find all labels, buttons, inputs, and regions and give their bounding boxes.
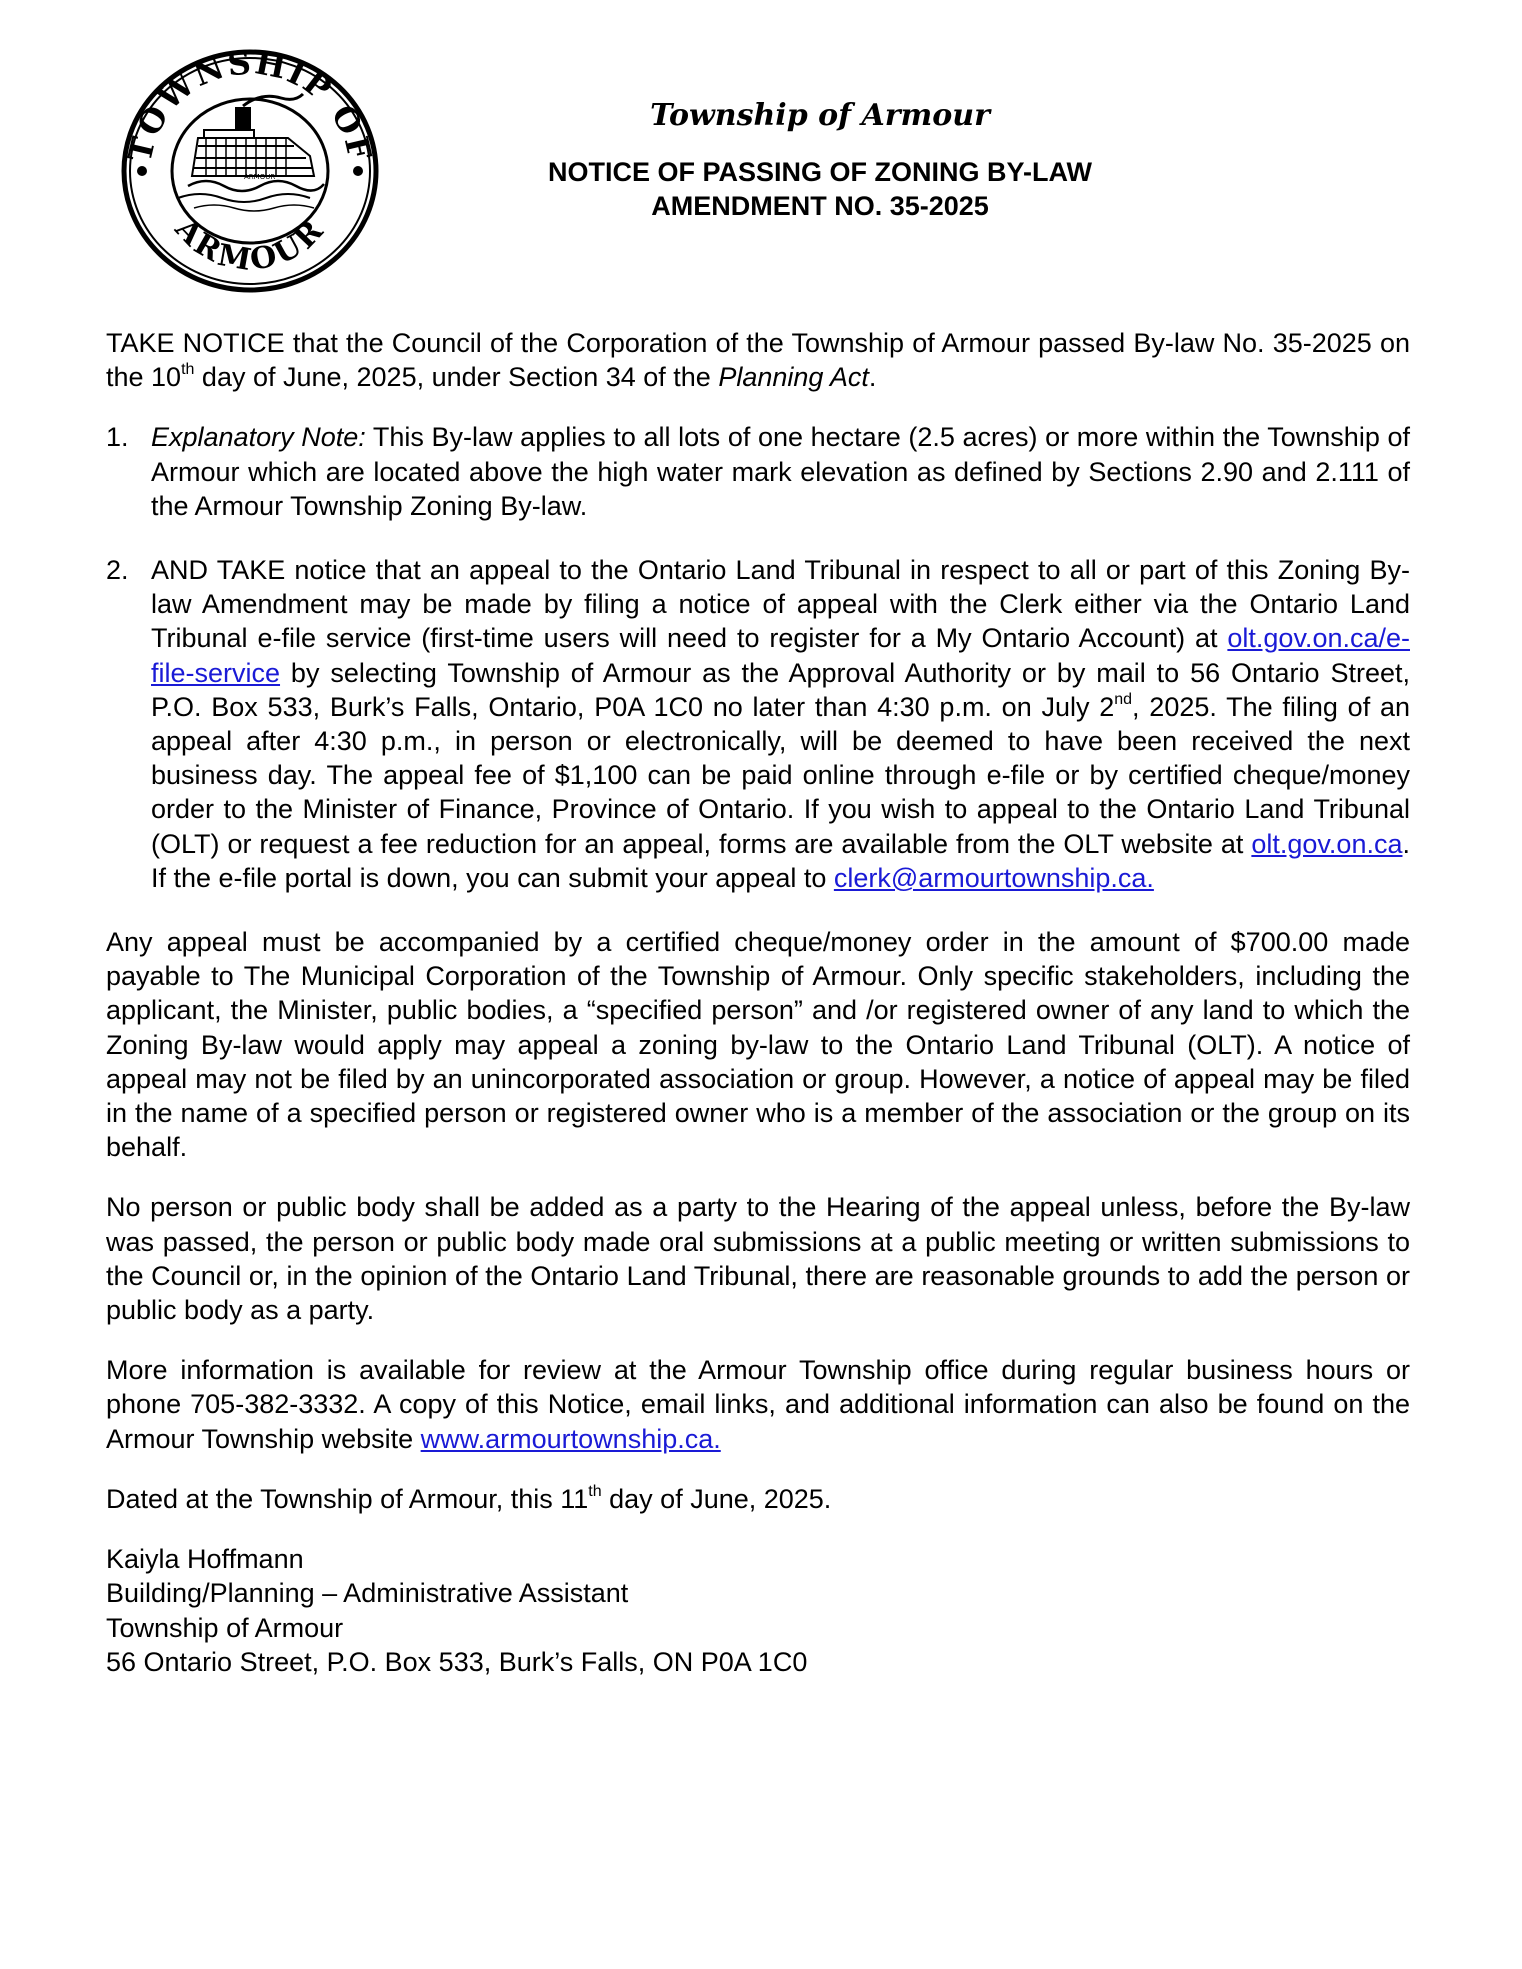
dated-line: Dated at the Township of Armour, this 11th day of June, 2025. <box>106 1482 832 1514</box>
list-number: 1. <box>106 422 129 453</box>
notice-title-line1: NOTICE OF PASSING OF ZONING BY-LAW <box>547 157 1092 187</box>
notice-title-line2: AMENDMENT NO. 35-2025 <box>651 191 989 221</box>
appeal-fee-paragraph: Any appeal must be accompanied by a certified cheque/money order in the amount of $700.00 made payable to The Municipal Corporation of the Township of Armour. Only specific stakeholders, including the applicant, the Minister, public bodies, a “specified person” and /or registered owner of any land to which the Zoning By-law would apply may appeal a zoning by-law to the Ontario Land Tribunal (OLT). A notice of appeal may not be filed by an unincorporated association or group. However, a notice of appeal may be filed in the name of a specified person or registered owner who is a member of the association or the group on its behalf. <box>106 927 1410 1163</box>
intro-paragraph: TAKE NOTICE that the Council of the Corporation of the Township of Armour passed By-law No. 35-2025 on the 10th day of June, 2025, under Section 34 of the Planning Act. <box>106 328 1410 393</box>
township-title: Township of Armour <box>650 98 990 133</box>
notice-header <box>480 98 1160 223</box>
list-item-appeal: 2. AND TAKE notice that an appeal to the Ontario Land Tribunal in respect to all or part of this Zoning By-law Amendment may be made by filing a notice of appeal with the Clerk either via the Ontario Land Tribunal e-file service (first-time users will need to register for a My Ontario Account) at olt.gov.on.ca/e-file-service by selecting Township of Armour as the Approval Authority or by mail to 56 Ontario Street, P.O. Box 533, Burk’s Falls, Ontario, P0A 1C0 no later than 4:30 p.m. on July 2nd, 2025. The filing of an appeal after 4:30 p.m., in person or electronically, will be deemed to have been received the next business day. The appeal fee of $1,100 can be paid online through e-file or by certified cheque/money order to the Minister of Finance, Province of Ontario. If you wish to appeal to the Ontario Land Tribunal (OLT) or request a fee reduction for an appeal, forms are available from the OLT website at olt.gov.on.ca. If the e-file portal is down, you can submit your appeal to clerk@armourtownship.ca. <box>106 555 1410 893</box>
steamboat-icon <box>178 94 324 211</box>
explanatory-note-label: Explanatory Note: <box>151 422 366 453</box>
list-number: 2. <box>106 555 129 586</box>
svg-text:ARMOUR <box>167 211 332 279</box>
seal-top-text: TOWNSHIP OF <box>120 46 380 166</box>
signatory-title: Building/Planning – Administrative Assistant <box>106 1578 629 1609</box>
olt-efile-link[interactable]: olt.gov.on.ca/e-file-service <box>151 623 1410 688</box>
more-info-paragraph: More information is available for review at the Armour Township office during regular business hours or phone 705-382-3332. A copy of this Notice, email links, and additional information can also be found on the Armour Township website www.armourtownship.ca. <box>106 1355 1410 1454</box>
olt-website-link[interactable]: olt.gov.on.ca <box>1251 828 1403 859</box>
notice-body <box>106 326 1410 1679</box>
seal-bottom-text: ARMOUR <box>168 211 333 279</box>
clerk-email-link[interactable]: clerk@armourtownship.ca. <box>833 862 1154 893</box>
signatory-name: Kaiyla Hoffmann <box>106 1544 304 1575</box>
township-website-link[interactable]: www.armourtownship.ca. <box>420 1423 721 1454</box>
signatory-address: 56 Ontario Street, P.O. Box 533, Burk’s Falls, ON P0A 1C0 <box>106 1646 808 1677</box>
township-seal-logo <box>118 46 382 296</box>
signatory-org: Township of Armour <box>106 1612 344 1643</box>
signature-block <box>106 1542 1410 1679</box>
party-paragraph: No person or public body shall be added as a party to the Hearing of the appeal unless, before the By-law was passed, the person or public body made oral submissions at a public meeting or written submissions to the Council or, in the opinion of the Ontario Land Tribunal, there are reasonable grounds to add the person or public body as a party. <box>106 1192 1410 1326</box>
boat-name-text: ARMOUR <box>244 173 276 181</box>
list-item-explanatory-note: 1. Explanatory Note: This By-law applies to all lots of one hectare (2.5 acres) or more within the Township of Armour which are located above the high water mark elevation as defined by Sections 2.90 and 2.111 of the Armour Township Zoning By-law. <box>106 422 1410 521</box>
